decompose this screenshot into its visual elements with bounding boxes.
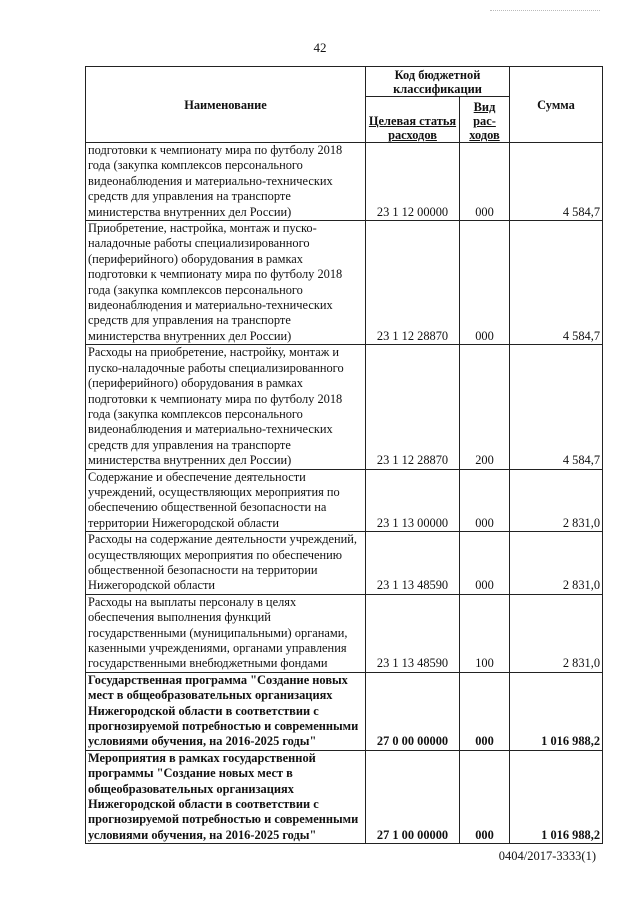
row-name-cell: Мероприятия в рамках государственной программы "Создание новых мест в общеобразовательных организациях Нижегородской области в соответствии с прогнозируемой потребностью и современными условиями обучения, на 2016-2025 годы" xyxy=(86,750,366,843)
header-target xyxy=(366,97,460,143)
table-row xyxy=(86,143,603,221)
table-row xyxy=(86,345,603,469)
table-body xyxy=(86,143,603,844)
header-code-group: Код бюджетной классификации xyxy=(366,67,510,97)
row-name-cell: Приобретение, настройка, монтаж и пуско-наладочные работы специализированного (периферийного) оборудования в рамках подготовки к чемпионату мира по футболу 2018 года (закупка комплексов персонального видеонаблюдения и материально-технических средств для управления на транспорте министерства внутренних дел России) xyxy=(86,221,366,345)
document-code: 0404/2017-3333(1) xyxy=(498,849,596,863)
page-number: 42 xyxy=(313,40,327,55)
table-row xyxy=(86,672,603,750)
row-code-cell: 23 1 13 48590 xyxy=(366,594,460,672)
table-row xyxy=(86,221,603,345)
table-header xyxy=(86,67,603,143)
row-type-cell: 000 xyxy=(460,532,510,595)
row-type-cell: 000 xyxy=(460,750,510,843)
row-code-cell: 23 1 13 00000 xyxy=(366,469,460,532)
header-expense-type xyxy=(460,97,510,143)
budget-table xyxy=(85,66,603,844)
row-code-cell: 23 1 12 28870 xyxy=(366,345,460,469)
header-sum: Сумма xyxy=(510,67,603,143)
header-target-text: Целевая статья расходов xyxy=(368,114,457,142)
row-name-cell: Расходы на содержание деятельности учреждений, осуществляющих мероприятия по обеспечению общественной безопасности на территории Нижегородской области xyxy=(86,532,366,595)
row-name-cell: Расходы на приобретение, настройку, монтаж и пуско-наладочные работы специализированного (периферийного) оборудования в рамках подготовки к чемпионату мира по футболу 2018 года (закупка комплексов персонального видеонаблюдения и материально-технических средств для управления на транспорте министерства внутренних дел России) xyxy=(86,345,366,469)
row-sum-cell: 2 831,0 xyxy=(510,469,603,532)
row-code-cell: 27 1 00 00000 xyxy=(366,750,460,843)
row-sum-cell: 1 016 988,2 xyxy=(510,750,603,843)
row-type-cell: 000 xyxy=(460,143,510,221)
row-type-cell: 000 xyxy=(460,221,510,345)
row-name-cell: Содержание и обеспечение деятельности учреждений, осуществляющих мероприятия по обеспечению общественной безопасности на территории Нижегородской области xyxy=(86,469,366,532)
row-sum-cell: 4 584,7 xyxy=(510,143,603,221)
row-code-cell: 23 1 13 48590 xyxy=(366,532,460,595)
row-code-cell: 23 1 12 00000 xyxy=(366,143,460,221)
table-row xyxy=(86,532,603,595)
row-code-cell: 23 1 12 28870 xyxy=(366,221,460,345)
table-row xyxy=(86,594,603,672)
row-name-cell: подготовки к чемпионату мира по футболу 2018 года (закупка комплексов персонального видеонаблюдения и материально-технических средств для управления на транспорте министерства внутренних дел России) xyxy=(86,143,366,221)
row-name-cell: Расходы на выплаты персоналу в целях обеспечения выполнения функций государственными (муниципальными) органами, казенными учреждениями, органами управления государственными внебюджетными фондами xyxy=(86,594,366,672)
header-expense-type-text: Вид рас-ходов xyxy=(469,100,500,142)
row-type-cell: 200 xyxy=(460,345,510,469)
row-type-cell: 100 xyxy=(460,594,510,672)
row-sum-cell: 4 584,7 xyxy=(510,221,603,345)
row-code-cell: 27 0 00 00000 xyxy=(366,672,460,750)
row-type-cell: 000 xyxy=(460,672,510,750)
row-sum-cell: 2 831,0 xyxy=(510,532,603,595)
table-row xyxy=(86,469,603,532)
row-sum-cell: 4 584,7 xyxy=(510,345,603,469)
row-name-cell: Государственная программа "Создание новых мест в общеобразовательных организациях Нижегородской области в соответствии с прогнозируемой потребностью и современными условиями обучения, на 2016-2025 годы" xyxy=(86,672,366,750)
row-sum-cell: 2 831,0 xyxy=(510,594,603,672)
table-row xyxy=(86,750,603,843)
scan-artifact xyxy=(490,10,600,15)
row-type-cell: 000 xyxy=(460,469,510,532)
row-sum-cell: 1 016 988,2 xyxy=(510,672,603,750)
header-name: Наименование xyxy=(86,67,366,143)
